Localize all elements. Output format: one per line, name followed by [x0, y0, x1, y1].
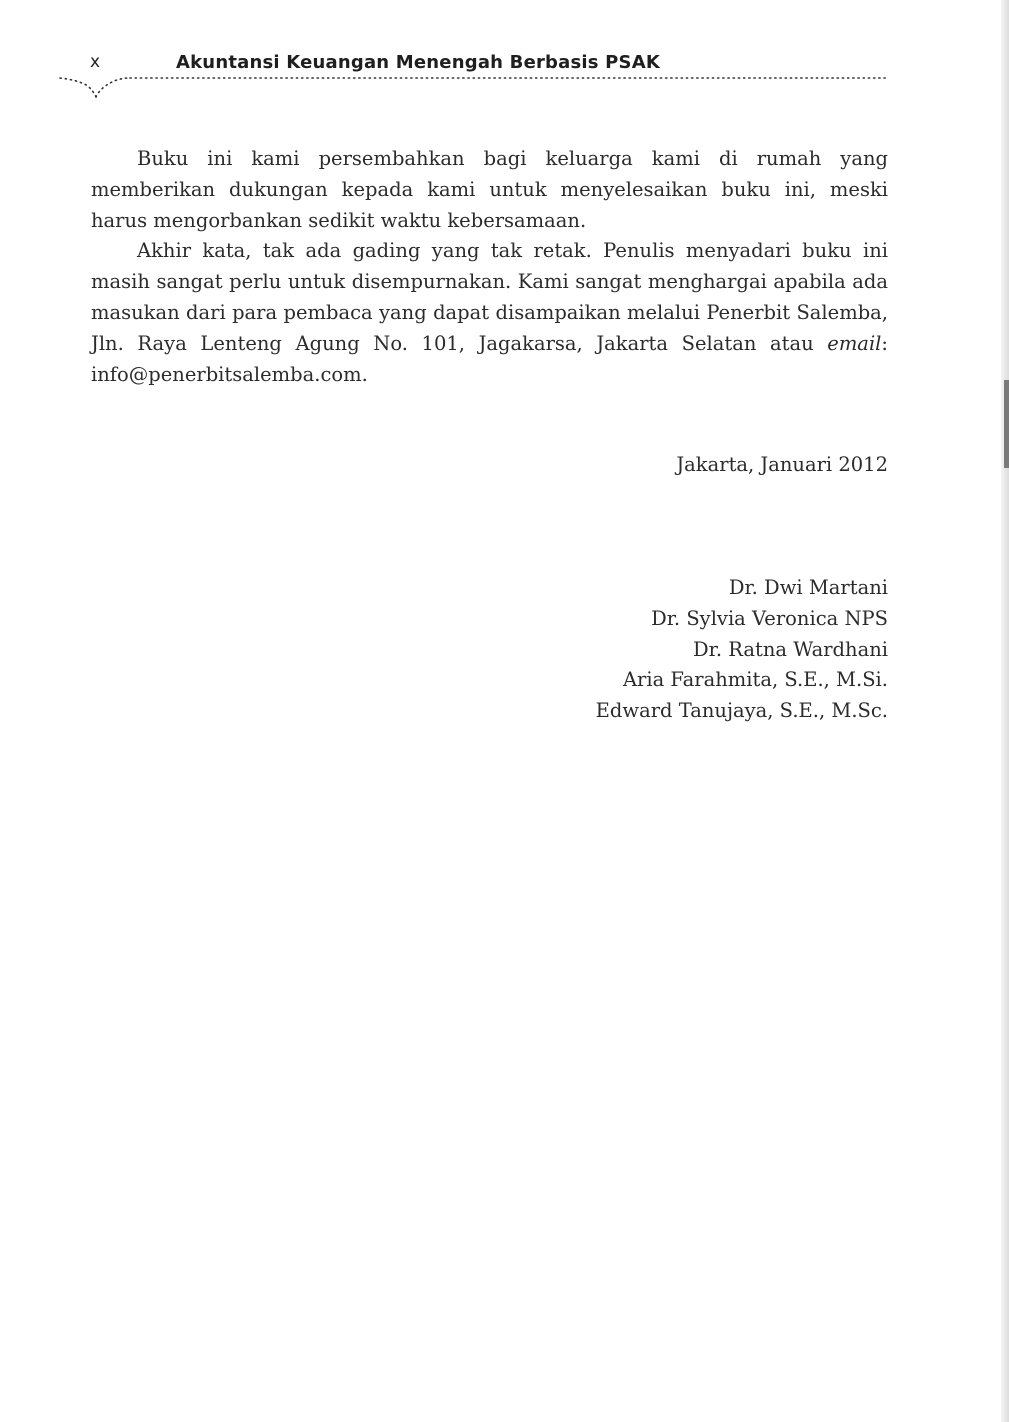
scroll-position-marker[interactable]: [1004, 380, 1009, 468]
author-list: [596, 573, 888, 727]
running-title: Akuntansi Keuangan Menengah Berbasis PSAK: [176, 52, 660, 73]
author-name: Edward Tanujaya, S.E., M.Sc.: [595, 699, 888, 723]
paragraph-2-email: : info@penerbitsalemba.com.: [91, 331, 888, 386]
page-header: [0, 0, 1009, 110]
page-number: x: [90, 52, 101, 72]
body-text: [91, 144, 888, 390]
place-date: Jakarta, Januari 2012: [676, 453, 888, 476]
author-name: Dr. Sylvia Veronica NPS: [651, 606, 888, 630]
paragraph-2: [91, 236, 888, 390]
paragraph-2-text: Akhir kata, tak ada gading yang tak retak. Penulis menyadari buku ini masih sangat perlu untuk disempurnakan. Kami sangat menghargai apabila ada masukan dari para pembaca yang dapat disampaikan melalui Penerbit Salemba, Jln. Raya Lenteng Agung No. 101, Jagakarsa, Jakarta Selatan atau: [91, 239, 888, 355]
author-name: Aria Farahmita, S.E., M.Si.: [622, 668, 888, 692]
author-name: Dr. Ratna Wardhani: [693, 637, 888, 661]
page-edge-shadow: [1001, 0, 1009, 1422]
paragraph-1: Buku ini kami persembahkan bagi keluarga kami di rumah yang memberikan dukungan kepada kami untuk menyelesaikan buku ini, meski harus mengorbankan sedikit waktu kebersamaan.: [91, 147, 888, 232]
paragraph-2-italic-word: email: [827, 331, 882, 355]
author-name: Dr. Dwi Martani: [728, 576, 888, 599]
